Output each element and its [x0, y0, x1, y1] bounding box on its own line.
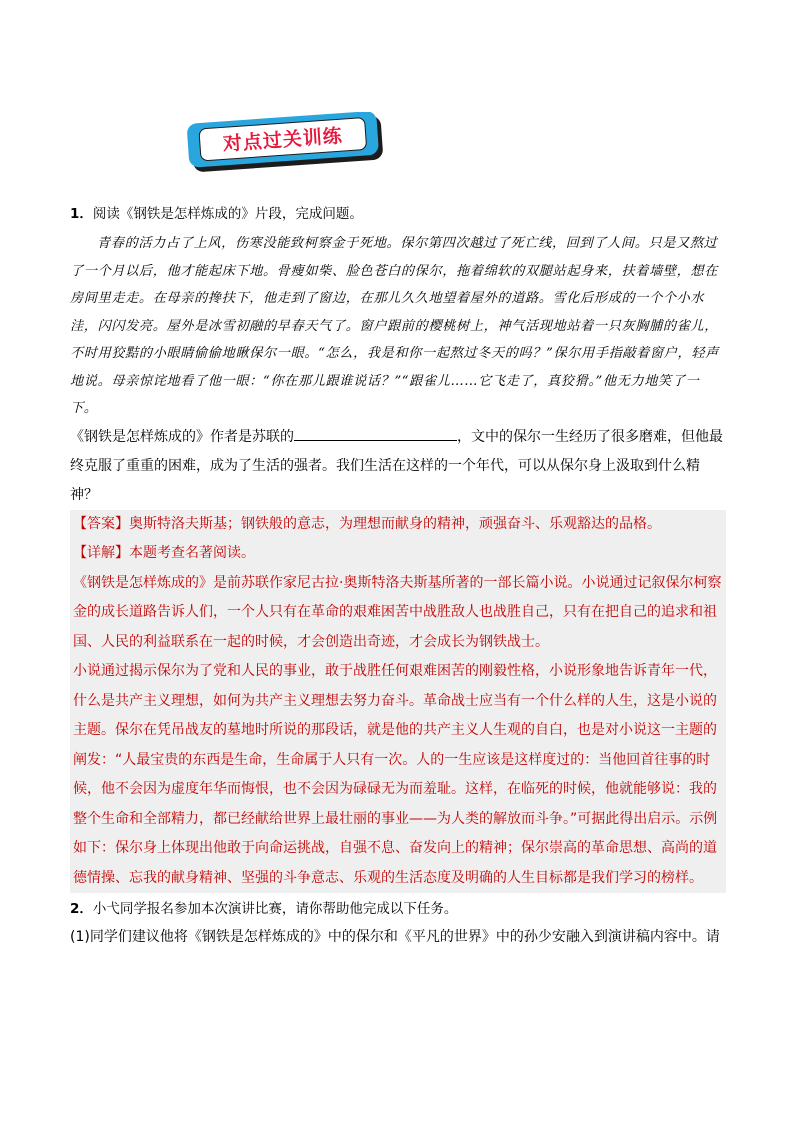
detail-intro-line: 【详解】本题考查名著阅读。 — [73, 545, 255, 561]
question-2-number: 2． — [70, 901, 93, 917]
banner-title: 对点过关训练 — [222, 125, 344, 156]
question-1-number: 1． — [70, 206, 93, 222]
page-content — [70, 202, 726, 951]
answer-line: 【答案】奥斯特洛夫斯基；钢铁般的意志，为理想而献身的精神，顽强奋斗、乐观豁达的品格。 — [73, 515, 661, 532]
question-1-prompt: 《钢铁是怎样炼成的》作者是苏联的 ，文中的保尔一生经历了很多磨难，但他最终克服了重重的困难，成为了生活的强者。我们生活在这样的一个年代，可以从保尔身上汲取到什么精神？ — [70, 423, 726, 510]
question-1-title: 1．阅读《钢铁是怎样炼成的》片段，完成问题。 — [70, 206, 363, 222]
section-banner — [186, 112, 386, 172]
answer-blank[interactable] — [294, 424, 457, 441]
question-2-title: 2．小弋同学报名参加本次演讲比赛，请你帮助他完成以下任务。 — [70, 901, 458, 917]
question-2-sub-1: (1)同学们建议他将《钢铁是怎样炼成的》中的保尔和《平凡的世界》中的孙少安融入到演讲稿内容中。请 — [70, 929, 720, 945]
detail-paragraph-2: 小说通过揭示保尔为了党和人民的事业，敢于战胜任何艰难困苦的刚毅性格，小说形象地告诉青年一代，什么是共产主义理想，如何为共产主义理想去努力奋斗。革命战士应当有一个什么样的人生，这是小说的主题。保尔在凭吊战友的墓地时所说的那段话，就是他的共产主义人生观的自白，也是对小说这一主题的阐发：“人最宝贵的东西是生命，生命属于人只有一次。人的一生应该是这样度过的：当他回首往事的时候，他不会因为虚度年华而悔恨，也不会因为碌碌无为而羞耻。这样，在临死的时候，他就能够说：我的整个生命和全部精力，都已经献给世界上最壮丽的事业——为人类的解放而斗争。”可据此得出启示。示例如下：保尔身上体现出他敢于向命运挑战，自强不息、奋发向上的精神；保尔崇高的革命思想、高尚的道德情操、忘我的献身精神、坚强的斗争意志、乐观的生活态度及明确的人生目标都是我们学习的榜样。 — [73, 663, 718, 886]
answer-section — [70, 510, 726, 894]
detail-paragraph-1: 《钢铁是怎样炼成的》是前苏联作家尼古拉·奥斯特洛夫斯基所著的一部长篇小说。小说通过记叙保尔柯察金的成长道路告诉人们，一个人只有在革命的艰难困苦中战胜敌人也战胜自己，只有在把自己的追求和祖国、人民的利益联系在一起的时候，才会创造出奇迹，才会成长为钢铁战士。 — [73, 574, 722, 650]
reading-passage: 青春的活力占了上风，伤寒没能致柯察金于死地。保尔第四次越过了死亡线，回到了人间。只是又熬过了一个月以后，他才能起床下地。骨瘦如柴、脸色苍白的保尔，拖着绵软的双腿站起身来，扶着墙壁，想在房间里走走。在母亲的搀扶下，他走到了窗边，在那儿久久地望着屋外的道路。雪化后形成的一个个小水洼，闪闪发亮。屋外是冰雪初融的早春天气了。窗户跟前的樱桃树上，神气活现地站着一只灰胸脯的雀儿，不时用狡黠的小眼睛偷偷地瞅保尔一眼。“怎么，我是和你一起熬过冬天的吗？”保尔用手指敲着窗户，轻声地说。母亲惊诧地看了他一眼：“你在那儿跟谁说话？”“跟雀儿……它飞走了，真狡猾。”他无力地笑了一下。 — [70, 236, 719, 416]
